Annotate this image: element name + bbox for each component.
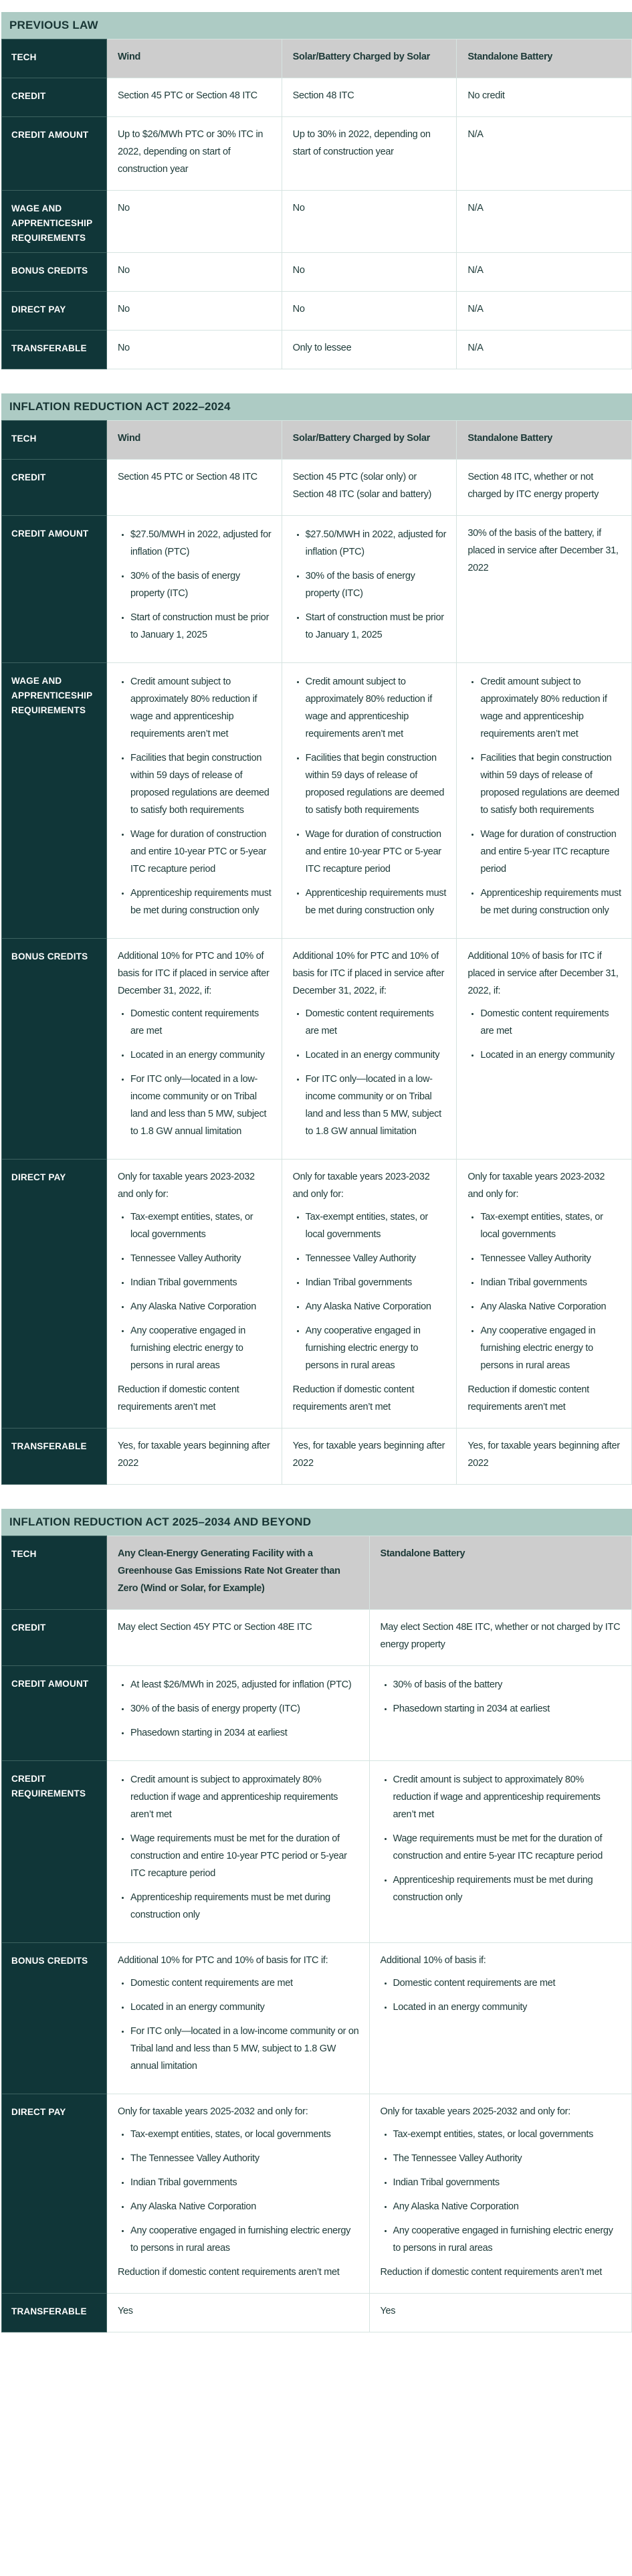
cell-text: Section 48 ITC, whether or not charged by ITC energy property (467, 472, 599, 500)
table-cell (457, 939, 632, 1160)
bullet-item: • Located in an energy community (306, 1046, 447, 1064)
row-label: CREDIT AMOUNT (2, 117, 107, 191)
cell-text: Wind (118, 52, 141, 62)
bullet-item: • 30% of the basis of energy property (ITC) (130, 567, 272, 602)
cell-text: Solar/Battery Charged by Solar (292, 433, 430, 444)
table-cell (107, 1429, 282, 1485)
cell-text: No (118, 304, 130, 314)
bullet-item: • Facilities that begin construction within 59 days of release of proposed regulations are deemed to satisfy both requirements (306, 749, 447, 819)
bullet-list (467, 1005, 622, 1064)
bullet-item: • Any Alaska Native Corporation (393, 2198, 623, 2215)
cell-text: N/A (467, 265, 484, 276)
bullet-item: • 30% of the basis of energy property (ITC) (130, 1700, 360, 1718)
table-cell (107, 939, 282, 1160)
comparison-table (1, 39, 632, 369)
cell-text: Additional 10% for PTC and 10% of basis for ITC if: (118, 1955, 328, 1966)
bullet-item: • Credit amount subject to approximately 80% reduction if wage and apprenticeship requirements aren’t met (480, 673, 622, 743)
bullet-item: • Wage for duration of construction and entire 10-year PTC or 5-year ITC recapture period (306, 826, 447, 878)
bullet-item: • Tennessee Valley Authority (306, 1250, 447, 1267)
table-cell (457, 292, 632, 331)
bullet-list (381, 1676, 623, 1718)
row-label: WAGE AND APPRENTICESHIP REQUIREMENTS (2, 191, 107, 253)
cell-text: Additional 10% for PTC and 10% of basis for ITC if placed in service after December 31, 2022, if: (118, 951, 270, 996)
bullet-item: • Tax-exempt entities, states, or local governments (480, 1208, 622, 1243)
bullet-item: • Apprenticeship requirements must be met during construction only (480, 885, 622, 919)
table-row (2, 1666, 632, 1761)
bullet-item: • Start of construction must be prior to January 1, 2025 (306, 609, 447, 644)
table-row (2, 516, 632, 663)
cell-text: N/A (467, 343, 484, 353)
row-label: DIRECT PAY (2, 292, 107, 331)
row-label: CREDIT REQUIREMENTS (2, 1761, 107, 1943)
cell-text: May elect Section 48E ITC, whether or not charged by ITC energy property (380, 1622, 621, 1650)
bullet-list (118, 2126, 360, 2257)
cell-text: Yes, for taxable years beginning after 2022 (118, 1441, 270, 1469)
bullet-list (118, 1208, 272, 1374)
table-cell (282, 39, 457, 78)
cell-text: Only to lessee (292, 343, 352, 353)
cell-text: May elect Section 45Y PTC or Section 48E ITC (118, 1622, 312, 1633)
bullet-item: • Any cooperative engaged in furnishing electric energy to persons in rural areas (130, 2222, 360, 2257)
bullet-item: • Phasedown starting in 2034 at earliest (393, 1700, 623, 1718)
table-cell (282, 516, 457, 663)
bullet-item: • For ITC only—located in a low-income community or on Tribal land and less than 5 MW, subject to 1.8 GW annual limitation (130, 1071, 272, 1140)
table-cell (107, 39, 282, 78)
cell-note: Reduction if domestic content requirements aren’t met (380, 2267, 602, 2278)
bullet-item: • Domestic content requirements are met (393, 1974, 623, 1992)
bullet-item: • Indian Tribal governments (393, 2174, 623, 2191)
row-label: TECH (2, 421, 107, 460)
table-cell (457, 516, 632, 663)
table-cell (107, 1761, 370, 1943)
cell-text: Only for taxable years 2025-2032 and only for: (380, 2106, 570, 2117)
bullet-item: • The Tennessee Valley Authority (393, 2150, 623, 2167)
row-label: TRANSFERABLE (2, 331, 107, 369)
row-label: DIRECT PAY (2, 2094, 107, 2294)
bullet-list (118, 673, 272, 919)
table-cell (457, 191, 632, 253)
cell-text: Solar/Battery Charged by Solar (292, 52, 430, 62)
table-cell (457, 1160, 632, 1429)
table-cell (107, 253, 282, 292)
bullet-item: • $27.50/MWH in 2022, adjusted for inflation (PTC) (306, 526, 447, 561)
bullet-item: • Indian Tribal governments (130, 2174, 360, 2191)
bullet-list (118, 1771, 360, 1924)
cell-text: No (292, 265, 305, 276)
cell-text: Yes, for taxable years beginning after 2022 (292, 1441, 445, 1469)
section-1 (1, 12, 632, 369)
table-cell (107, 331, 282, 369)
table-cell (282, 1429, 457, 1485)
table-cell (282, 460, 457, 516)
section-3 (1, 1509, 632, 2332)
cell-text: No (118, 265, 130, 276)
table-row (2, 2094, 632, 2294)
cell-note: Reduction if domestic content requirements aren’t met (118, 2267, 340, 2278)
table-cell (282, 421, 457, 460)
cell-text: Additional 10% for PTC and 10% of basis for ITC if placed in service after December 31, 2022, if: (292, 951, 445, 996)
bullet-item: • Any Alaska Native Corporation (130, 2198, 360, 2215)
bullet-item: • Domestic content requirements are met (130, 1974, 360, 1992)
table-cell (107, 516, 282, 663)
row-label: BONUS CREDITS (2, 939, 107, 1160)
table-cell (457, 421, 632, 460)
table-row (2, 1943, 632, 2094)
cell-text: Yes, for taxable years beginning after 2022 (467, 1441, 620, 1469)
row-label: BONUS CREDITS (2, 1943, 107, 2094)
bullet-item: • Apprenticeship requirements must be met during construction only (130, 885, 272, 919)
table-row (2, 253, 632, 292)
table-header-row (2, 39, 632, 78)
bullet-item: • Wage for duration of construction and entire 5-year ITC recapture period (480, 826, 622, 878)
table-row (2, 2294, 632, 2332)
table-row (2, 1429, 632, 1485)
bullet-list (293, 526, 447, 644)
bullet-item: • Wage requirements must be met for the duration of construction and entire 10-year PTC period or 5-year ITC recapture period (130, 1830, 360, 1882)
cell-text: Any Clean-Energy Generating Facility with a Greenhouse Gas Emissions Rate Not Greater than Zero (Wind or Solar, for Example) (118, 1548, 340, 1594)
cell-text: Standalone Battery (380, 1548, 465, 1559)
table-header-row (2, 1536, 632, 1610)
bullet-item: • Facilities that begin construction within 59 days of release of proposed regulations are deemed to satisfy both requirements (130, 749, 272, 819)
cell-text: Only for taxable years 2025-2032 and only for: (118, 2106, 308, 2117)
cell-text: No (118, 343, 130, 353)
row-label: CREDIT AMOUNT (2, 516, 107, 663)
bullet-item: • Tax-exempt entities, states, or local governments (306, 1208, 447, 1243)
bullet-item: • Indian Tribal governments (306, 1274, 447, 1291)
bullet-item: • Tax-exempt entities, states, or local governments (130, 2126, 360, 2143)
row-label: CREDIT (2, 78, 107, 117)
cell-note: Reduction if domestic content requirements aren’t met (467, 1384, 589, 1412)
cell-text: Section 45 PTC (solar only) or Section 48 ITC (solar and battery) (292, 472, 432, 500)
cell-text: Up to 30% in 2022, depending on start of construction year (292, 129, 431, 157)
table-row (2, 78, 632, 117)
table-cell (282, 939, 457, 1160)
table-cell (107, 1610, 370, 1666)
bullet-item: • 30% of basis of the battery (393, 1676, 623, 1693)
bullet-item: • Any cooperative engaged in furnishing electric energy to persons in rural areas (306, 1322, 447, 1374)
table-row (2, 663, 632, 939)
table-cell (107, 2094, 370, 2294)
cell-text: N/A (467, 203, 484, 213)
bullet-item: • Located in an energy community (130, 1046, 272, 1064)
table-row (2, 1160, 632, 1429)
section-title: INFLATION REDUCTION ACT 2022–2024 (1, 393, 632, 420)
bullet-list (293, 673, 447, 919)
bullet-item: • Apprenticeship requirements must be met during construction only (130, 1889, 360, 1924)
bullet-item: • Any Alaska Native Corporation (130, 1298, 272, 1315)
section-title: PREVIOUS LAW (1, 12, 632, 39)
cell-text: Section 45 PTC or Section 48 ITC (118, 472, 257, 482)
bullet-item: • Wage for duration of construction and entire 10-year PTC or 5-year ITC recapture period (130, 826, 272, 878)
table-row (2, 1610, 632, 1666)
table-cell (107, 292, 282, 331)
bullet-item: • Credit amount subject to approximately 80% reduction if wage and apprenticeship requirements aren’t met (130, 673, 272, 743)
comparison-table (1, 420, 632, 1485)
table-cell (107, 1536, 370, 1610)
table-cell (457, 117, 632, 191)
row-label: WAGE AND APPRENTICESHIP REQUIREMENTS (2, 663, 107, 939)
section-title: INFLATION REDUCTION ACT 2025–2034 AND BEYOND (1, 1509, 632, 1536)
row-label: TECH (2, 1536, 107, 1610)
table-cell (457, 663, 632, 939)
bullet-item: • Located in an energy community (393, 1999, 623, 2016)
bullet-item: • For ITC only—located in a low-income community or on Tribal land and less than 5 MW, subject to 1.8 GW annual limitation (306, 1071, 447, 1140)
cell-text: No (292, 203, 305, 213)
table-cell (282, 191, 457, 253)
table-row (2, 939, 632, 1160)
table-cell (107, 78, 282, 117)
table-cell (369, 2094, 632, 2294)
cell-text: Additional 10% of basis if: (380, 1955, 486, 1966)
cell-note: Reduction if domestic content requirements aren’t met (118, 1384, 239, 1412)
bullet-item: • Wage requirements must be met for the duration of construction and entire 5-year ITC recapture period (393, 1830, 623, 1865)
cell-text: No credit (467, 90, 505, 101)
table-cell (369, 1943, 632, 2094)
table-cell (282, 117, 457, 191)
bullet-item: • Credit amount is subject to approximately 80% reduction if wage and apprenticeship requirements aren’t met (393, 1771, 623, 1823)
cell-note: Reduction if domestic content requirements aren’t met (292, 1384, 415, 1412)
bullet-list (118, 526, 272, 644)
cell-text: N/A (467, 304, 484, 314)
row-label: TRANSFERABLE (2, 2294, 107, 2332)
table-cell (107, 460, 282, 516)
table-cell (107, 1943, 370, 2094)
table-cell (369, 1666, 632, 1761)
table-cell (107, 191, 282, 253)
bullet-item: • Tennessee Valley Authority (480, 1250, 622, 1267)
section-2 (1, 393, 632, 1485)
table-cell (282, 292, 457, 331)
table-cell (282, 1160, 457, 1429)
bullet-item: • Facilities that begin construction within 59 days of release of proposed regulations are deemed to satisfy both requirements (480, 749, 622, 819)
bullet-list (467, 1208, 622, 1374)
table-cell (369, 2294, 632, 2332)
table-cell (107, 421, 282, 460)
table-cell (107, 2294, 370, 2332)
bullet-list (118, 1974, 360, 2075)
cell-text: Yes (380, 2306, 396, 2316)
table-cell (282, 78, 457, 117)
bullet-list (467, 673, 622, 919)
cell-text: Standalone Battery (467, 52, 553, 62)
row-label: CREDIT (2, 460, 107, 516)
cell-text: Section 48 ITC (292, 90, 354, 101)
table-row (2, 331, 632, 369)
table-cell (369, 1536, 632, 1610)
row-label: CREDIT AMOUNT (2, 1666, 107, 1761)
bullet-item: • Apprenticeship requirements must be met during construction only (306, 885, 447, 919)
cell-text: N/A (467, 129, 484, 140)
bullet-item: • Tax-exempt entities, states, or local governments (393, 2126, 623, 2143)
table-cell (457, 253, 632, 292)
bullet-item: • Domestic content requirements are met (480, 1005, 622, 1040)
table-row (2, 191, 632, 253)
bullet-item: • The Tennessee Valley Authority (130, 2150, 360, 2167)
cell-text: Section 45 PTC or Section 48 ITC (118, 90, 257, 101)
cell-text: Yes (118, 2306, 133, 2316)
bullet-item: • Located in an energy community (480, 1046, 622, 1064)
bullet-list (118, 1005, 272, 1140)
table-cell (282, 253, 457, 292)
row-label: BONUS CREDITS (2, 253, 107, 292)
bullet-item: • Start of construction must be prior to January 1, 2025 (130, 609, 272, 644)
table-header-row (2, 421, 632, 460)
table-cell (369, 1610, 632, 1666)
bullet-item: • Credit amount subject to approximately 80% reduction if wage and apprenticeship requirements aren’t met (306, 673, 447, 743)
table-cell (369, 1761, 632, 1943)
bullet-item: • Credit amount is subject to approximately 80% reduction if wage and apprenticeship requirements aren’t met (130, 1771, 360, 1823)
table-row (2, 1761, 632, 1943)
bullet-list (118, 1676, 360, 1742)
cell-text: No (118, 203, 130, 213)
bullet-item: • Any cooperative engaged in furnishing electric energy to persons in rural areas (130, 1322, 272, 1374)
cell-text: Wind (118, 433, 141, 444)
bullet-item: • Domestic content requirements are met (130, 1005, 272, 1040)
bullet-list (381, 1974, 623, 2016)
bullet-item: • Any cooperative engaged in furnishing electric energy to persons in rural areas (480, 1322, 622, 1374)
cell-text: 30% of the basis of the battery, if placed in service after December 31, 2022 (467, 528, 619, 573)
cell-text: Standalone Battery (467, 433, 553, 444)
bullet-item: • Any Alaska Native Corporation (306, 1298, 447, 1315)
table-row (2, 292, 632, 331)
bullet-item: • Apprenticeship requirements must be met during construction only (393, 1871, 623, 1906)
bullet-item: • Phasedown starting in 2034 at earliest (130, 1724, 360, 1742)
comparison-table (1, 1536, 632, 2332)
bullet-item: • At least $26/MWh in 2025, adjusted for inflation (PTC) (130, 1676, 360, 1693)
table-cell (107, 1160, 282, 1429)
cell-text: No (292, 304, 305, 314)
table-cell (457, 1429, 632, 1485)
bullet-list (381, 2126, 623, 2257)
bullet-item: • Tax-exempt entities, states, or local governments (130, 1208, 272, 1243)
bullet-item: • Indian Tribal governments (480, 1274, 622, 1291)
row-label: DIRECT PAY (2, 1160, 107, 1429)
bullet-list (293, 1208, 447, 1374)
bullet-item: • Domestic content requirements are met (306, 1005, 447, 1040)
table-cell (457, 39, 632, 78)
cell-text: Additional 10% of basis for ITC if placed in service after December 31, 2022, if: (467, 951, 619, 996)
table-cell (107, 1666, 370, 1761)
row-label: TECH (2, 39, 107, 78)
bullet-item: • Any Alaska Native Corporation (480, 1298, 622, 1315)
table-cell (282, 663, 457, 939)
table-cell (457, 460, 632, 516)
bullet-item: • Indian Tribal governments (130, 1274, 272, 1291)
cell-text: Only for taxable years 2023-2032 and only for: (118, 1172, 255, 1200)
bullet-item: • $27.50/MWH in 2022, adjusted for inflation (PTC) (130, 526, 272, 561)
bullet-item: • 30% of the basis of energy property (ITC) (306, 567, 447, 602)
table-cell (107, 117, 282, 191)
table-row (2, 117, 632, 191)
bullet-item: • For ITC only—located in a low-income community or on Tribal land and less than 5 MW, subject to 1.8 GW annual limitation (130, 2023, 360, 2075)
cell-text: Only for taxable years 2023-2032 and only for: (467, 1172, 605, 1200)
table-cell (457, 331, 632, 369)
cell-text: Only for taxable years 2023-2032 and only for: (292, 1172, 430, 1200)
table-cell (107, 663, 282, 939)
bullet-item: • Tennessee Valley Authority (130, 1250, 272, 1267)
table-cell (282, 331, 457, 369)
bullet-list (293, 1005, 447, 1140)
table-row (2, 460, 632, 516)
bullet-item: • Located in an energy community (130, 1999, 360, 2016)
bullet-list (381, 1771, 623, 1906)
row-label: TRANSFERABLE (2, 1429, 107, 1485)
table-cell (457, 78, 632, 117)
row-label: CREDIT (2, 1610, 107, 1666)
bullet-item: • Any cooperative engaged in furnishing electric energy to persons in rural areas (393, 2222, 623, 2257)
cell-text: Up to $26/MWh PTC or 30% ITC in 2022, depending on start of construction year (118, 129, 264, 175)
